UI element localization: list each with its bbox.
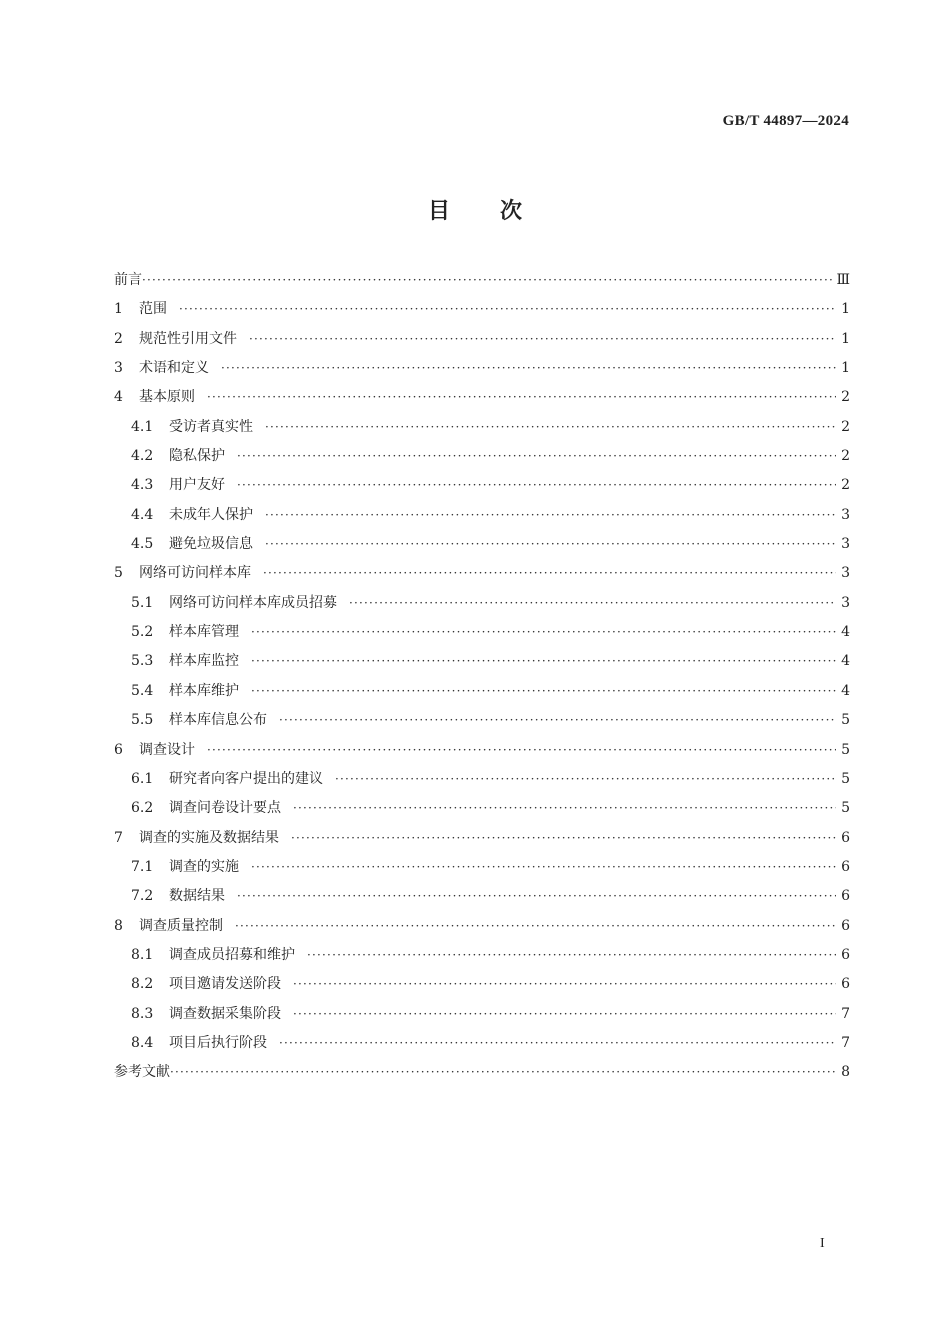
dot-leader xyxy=(335,772,836,786)
toc-entry-number: 8.2 xyxy=(131,976,154,993)
dot-leader xyxy=(249,332,836,346)
toc-entry-number: 6.1 xyxy=(131,770,154,787)
toc-entry-page: 2 xyxy=(841,477,850,494)
toc-entry-number: 4 xyxy=(114,389,123,406)
dot-leader xyxy=(251,654,836,668)
toc-entry-title: 参考文献 xyxy=(114,1064,170,1081)
dot-leader xyxy=(265,537,836,551)
toc-entry-page: 4 xyxy=(841,624,850,641)
toc-entry-number: 8.4 xyxy=(131,1034,154,1051)
toc-entry[interactable] xyxy=(114,357,850,386)
toc-entry[interactable] xyxy=(114,1061,850,1090)
toc-entry-title: 规范性引用文件 xyxy=(139,330,237,347)
toc-entry-number: 7.2 xyxy=(131,888,154,905)
dot-leader xyxy=(237,889,836,903)
page-title: 目次 xyxy=(427,199,572,224)
toc-entry-page: 5 xyxy=(841,770,850,787)
toc-entry-title: 未成年人保护 xyxy=(169,506,253,523)
toc-entry-page: 6 xyxy=(841,829,850,846)
toc-entry-number: 8 xyxy=(114,917,123,934)
toc-entry-page: 2 xyxy=(841,389,850,406)
toc-entry[interactable] xyxy=(114,650,850,679)
toc-entry-number: 4.4 xyxy=(131,506,154,523)
dot-leader xyxy=(279,713,836,727)
toc-entry-number: 5.2 xyxy=(131,624,154,641)
toc-entry[interactable] xyxy=(114,386,850,415)
toc-entry[interactable] xyxy=(114,533,850,562)
toc-entry-number: 5.1 xyxy=(131,594,154,611)
toc-entry-number: 4.5 xyxy=(131,536,154,553)
toc-entry[interactable] xyxy=(114,1003,850,1032)
dot-leader xyxy=(170,1065,836,1079)
toc-entry-title: 避免垃圾信息 xyxy=(169,536,253,553)
toc-entry-page: 6 xyxy=(841,946,850,963)
toc-entry[interactable] xyxy=(114,856,850,885)
dot-leader xyxy=(237,478,836,492)
dot-leader xyxy=(265,420,836,434)
toc-entry-page: 3 xyxy=(841,565,850,582)
toc-entry[interactable] xyxy=(114,269,850,298)
toc-entry[interactable] xyxy=(114,1032,850,1061)
toc-entry-number: 2 xyxy=(114,330,123,347)
toc-entry-page: 3 xyxy=(841,506,850,523)
toc-entry-page: 1 xyxy=(841,360,850,377)
toc-entry-title: 基本原则 xyxy=(139,389,195,406)
dot-leader xyxy=(237,449,836,463)
standard-code: GB/T 44897—2024 xyxy=(722,113,849,129)
dot-leader xyxy=(279,1036,836,1050)
toc-entry[interactable] xyxy=(114,445,850,474)
toc-entry-page: 2 xyxy=(841,448,850,465)
toc-entry-title: 用户友好 xyxy=(169,477,225,494)
toc-entry-title: 项目邀请发送阶段 xyxy=(169,976,281,993)
dot-leader xyxy=(293,1007,836,1021)
toc-entry[interactable] xyxy=(114,416,850,445)
toc-entry-page: 1 xyxy=(841,301,850,318)
toc-entry[interactable] xyxy=(114,797,850,826)
toc-entry[interactable] xyxy=(114,739,850,768)
toc-entry[interactable] xyxy=(114,915,850,944)
toc-entry-title: 研究者向客户提出的建议 xyxy=(169,770,323,787)
dot-leader xyxy=(265,508,836,522)
dot-leader xyxy=(235,919,836,933)
toc-entry-page: 6 xyxy=(841,917,850,934)
toc-entry-page: Ⅲ xyxy=(836,272,850,288)
toc-entry-title: 受访者真实性 xyxy=(169,418,253,435)
toc-entry[interactable] xyxy=(114,680,850,709)
toc-entry-title: 调查的实施 xyxy=(169,858,239,875)
toc-entry[interactable] xyxy=(114,592,850,621)
toc-entry[interactable] xyxy=(114,709,850,738)
toc-entry-page: 7 xyxy=(841,1034,850,1051)
toc-entry-title: 术语和定义 xyxy=(139,360,209,377)
toc-entry-number: 8.1 xyxy=(131,946,154,963)
toc-entry-page: 4 xyxy=(841,653,850,670)
dot-leader xyxy=(251,625,836,639)
toc-entry-page: 3 xyxy=(841,536,850,553)
toc-entry-number: 4.2 xyxy=(131,448,154,465)
dot-leader xyxy=(142,273,832,287)
toc-entry-page: 5 xyxy=(841,712,850,729)
toc-entry[interactable] xyxy=(114,827,850,856)
table-of-contents xyxy=(114,269,850,1091)
toc-entry-number: 8.3 xyxy=(131,1005,154,1022)
toc-entry-number: 5.5 xyxy=(131,712,154,729)
toc-entry-title: 网络可访问样本库 xyxy=(139,565,251,582)
toc-entry-number: 7.1 xyxy=(131,858,154,875)
dot-leader xyxy=(179,302,836,316)
toc-entry-title: 样本库管理 xyxy=(169,624,239,641)
toc-entry[interactable] xyxy=(114,944,850,973)
toc-entry-page: 6 xyxy=(841,888,850,905)
toc-entry-number: 7 xyxy=(114,829,123,846)
toc-entry[interactable] xyxy=(114,562,850,591)
toc-entry[interactable] xyxy=(114,474,850,503)
toc-entry-number: 1 xyxy=(114,301,123,318)
toc-entry-page: 8 xyxy=(841,1064,850,1081)
toc-entry[interactable] xyxy=(114,621,850,650)
toc-entry-title: 调查成员招募和维护 xyxy=(169,946,295,963)
toc-entry-page: 5 xyxy=(841,800,850,817)
dot-leader xyxy=(291,831,836,845)
page-number: I xyxy=(820,1236,825,1251)
toc-entry-number: 6 xyxy=(114,741,123,758)
dot-leader xyxy=(293,977,836,991)
toc-entry-number: 4.3 xyxy=(131,477,154,494)
toc-entry-number: 5.3 xyxy=(131,653,154,670)
toc-entry-page: 6 xyxy=(841,976,850,993)
toc-entry-number: 5 xyxy=(114,565,123,582)
toc-entry-title: 项目后执行阶段 xyxy=(169,1034,267,1051)
toc-entry-number: 5.4 xyxy=(131,682,154,699)
toc-entry[interactable] xyxy=(114,768,850,797)
dot-leader xyxy=(251,684,836,698)
toc-entry-title: 前言 xyxy=(114,272,142,288)
dot-leader xyxy=(307,948,836,962)
toc-entry[interactable] xyxy=(114,298,850,327)
toc-entry-page: 2 xyxy=(841,418,850,435)
toc-entry-title: 调查质量控制 xyxy=(139,917,223,934)
toc-entry-title: 样本库维护 xyxy=(169,682,239,699)
dot-leader xyxy=(293,801,836,815)
toc-entry-title: 网络可访问样本库成员招募 xyxy=(169,594,337,611)
toc-entry[interactable] xyxy=(114,328,850,357)
toc-entry-page: 3 xyxy=(841,594,850,611)
toc-entry-title: 范围 xyxy=(139,301,167,318)
toc-entry-title: 数据结果 xyxy=(169,888,225,905)
toc-entry-title: 调查问卷设计要点 xyxy=(169,800,281,817)
toc-entry[interactable] xyxy=(114,973,850,1002)
toc-entry-page: 1 xyxy=(841,330,850,347)
toc-entry-title: 调查数据采集阶段 xyxy=(169,1005,281,1022)
toc-entry-title: 样本库信息公布 xyxy=(169,712,267,729)
toc-entry-number: 4.1 xyxy=(131,418,154,435)
toc-entry-title: 隐私保护 xyxy=(169,448,225,465)
toc-entry-page: 6 xyxy=(841,858,850,875)
dot-leader xyxy=(251,860,836,874)
dot-leader xyxy=(349,596,836,610)
toc-entry-page: 5 xyxy=(841,741,850,758)
dot-leader xyxy=(221,361,836,375)
toc-entry-title: 样本库监控 xyxy=(169,653,239,670)
dot-leader xyxy=(207,390,836,404)
toc-entry-number: 6.2 xyxy=(131,800,154,817)
toc-entry[interactable] xyxy=(114,885,850,914)
toc-entry-page: 7 xyxy=(841,1005,850,1022)
dot-leader xyxy=(263,566,836,580)
toc-entry-page: 4 xyxy=(841,682,850,699)
toc-entry[interactable] xyxy=(114,504,850,533)
toc-entry-title: 调查的实施及数据结果 xyxy=(139,829,279,846)
toc-entry-title: 调查设计 xyxy=(139,741,195,758)
toc-entry-number: 3 xyxy=(114,360,123,377)
dot-leader xyxy=(207,743,836,757)
